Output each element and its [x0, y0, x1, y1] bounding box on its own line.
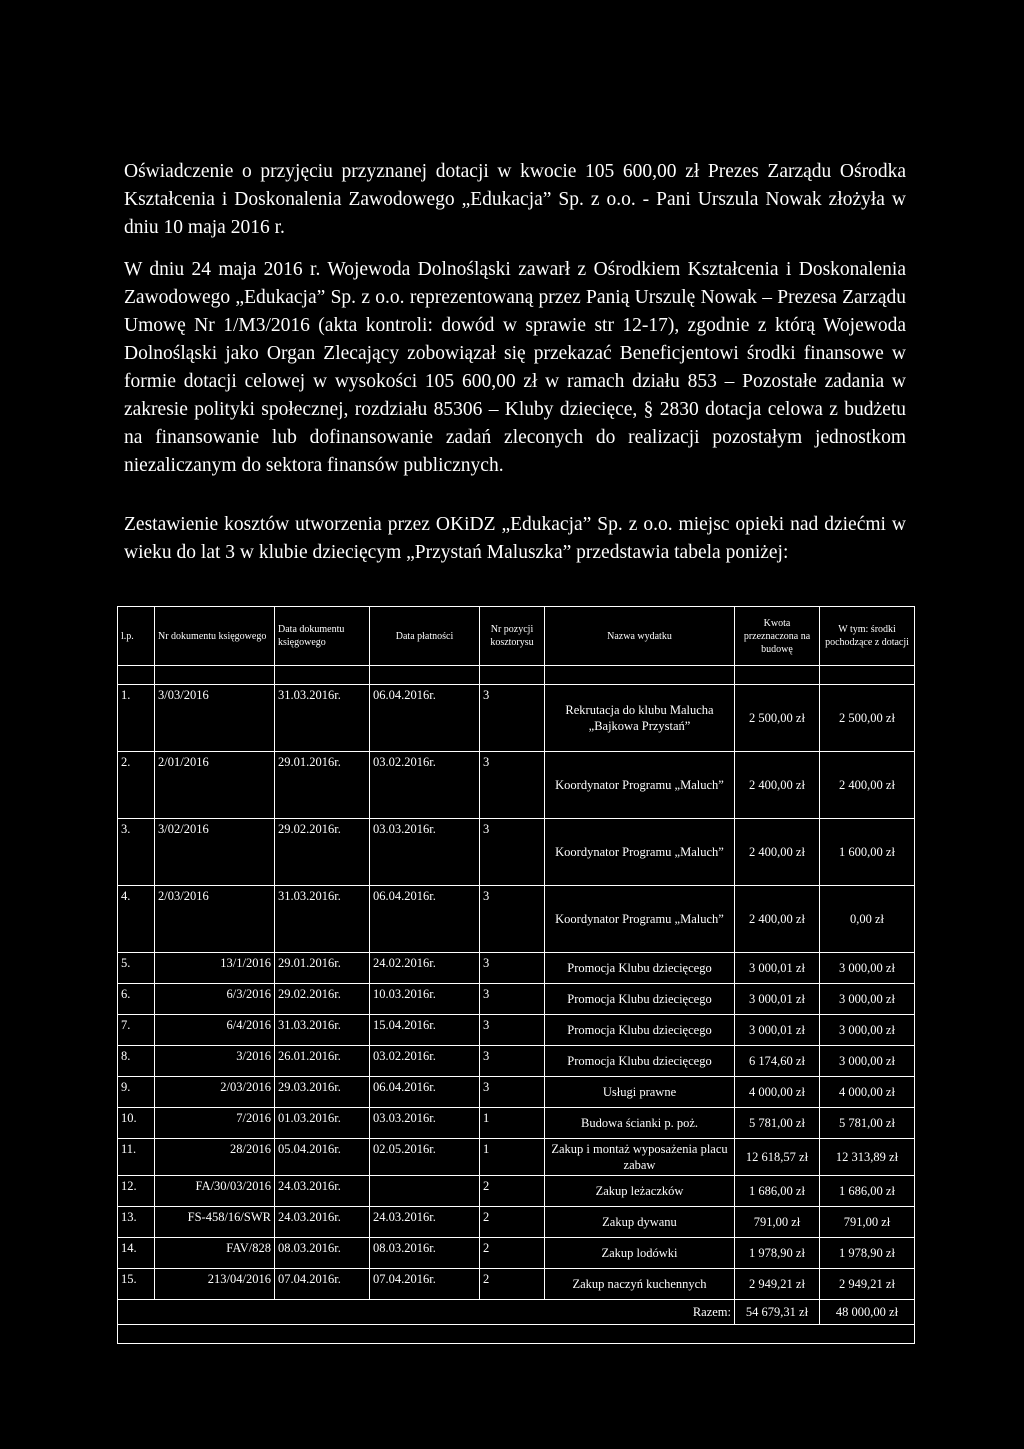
row-position: 2 [480, 1238, 545, 1269]
row-pay-date: 03.02.2016r. [370, 752, 480, 819]
col-header-amount: Kwota przeznaczona na budowę [735, 607, 820, 666]
row-doc-date: 24.03.2016r. [275, 1176, 370, 1207]
row-amount: 3 000,01 zł [735, 984, 820, 1015]
row-expense: Koordynator Programu „Maluch” [545, 819, 735, 886]
row-own: 0,00 zł [820, 886, 915, 953]
row-position: 3 [480, 685, 545, 752]
row-amount: 3 000,01 zł [735, 1015, 820, 1046]
row-doc-nr: 6/4/2016 [155, 1015, 275, 1046]
row-expense: Budowa ścianki p. poż. [545, 1108, 735, 1139]
spacer-cell [370, 666, 480, 685]
row-amount: 791,00 zł [735, 1207, 820, 1238]
row-pay-date: 03.02.2016r. [370, 1046, 480, 1077]
row-pay-date: 24.03.2016r. [370, 1207, 480, 1238]
row-doc-nr: 3/03/2016 [155, 685, 275, 752]
row-position: 3 [480, 819, 545, 886]
row-doc-nr: FAV/828 [155, 1238, 275, 1269]
row-lp: 10. [118, 1108, 155, 1139]
row-pay-date: 06.04.2016r. [370, 1077, 480, 1108]
col-header-expense: Nazwa wydatku [545, 607, 735, 666]
row-lp: 15. [118, 1269, 155, 1300]
table-row [118, 1139, 915, 1176]
row-expense: Zakup naczyń kuchennych [545, 1269, 735, 1300]
row-own: 1 686,00 zł [820, 1176, 915, 1207]
table-row [118, 1238, 915, 1269]
row-doc-nr: 3/02/2016 [155, 819, 275, 886]
row-expense: Rekrutacja do klubu Malucha „Bajkowa Przystań” [545, 685, 735, 752]
spacer-cell [820, 666, 915, 685]
table-row [118, 886, 915, 953]
bottom-spacer-row [118, 1325, 915, 1344]
row-doc-date: 08.03.2016r. [275, 1238, 370, 1269]
spacer-cell [155, 666, 275, 685]
row-pay-date: 06.04.2016r. [370, 685, 480, 752]
row-doc-date: 26.01.2016r. [275, 1046, 370, 1077]
row-own: 2 949,21 zł [820, 1269, 915, 1300]
row-doc-nr: 2/01/2016 [155, 752, 275, 819]
row-expense: Koordynator Programu „Maluch” [545, 886, 735, 953]
total-own: 48 000,00 zł [820, 1300, 915, 1325]
row-position: 3 [480, 886, 545, 953]
table-row [118, 1108, 915, 1139]
row-expense: Zakup dywanu [545, 1207, 735, 1238]
col-header-pay-date: Data płatności [370, 607, 480, 666]
row-doc-date: 07.04.2016r. [275, 1269, 370, 1300]
row-amount: 6 174,60 zł [735, 1046, 820, 1077]
row-amount: 2 400,00 zł [735, 886, 820, 953]
spacer-cell [118, 1325, 915, 1344]
row-doc-nr: 28/2016 [155, 1139, 275, 1176]
row-doc-nr: FS-458/16/SWR [155, 1207, 275, 1238]
row-amount: 12 618,57 zł [735, 1139, 820, 1176]
row-doc-nr: 3/2016 [155, 1046, 275, 1077]
row-own: 3 000,00 zł [820, 1015, 915, 1046]
table-row [118, 1077, 915, 1108]
row-position: 2 [480, 1269, 545, 1300]
row-doc-date: 29.01.2016r. [275, 953, 370, 984]
table-row [118, 984, 915, 1015]
row-position: 2 [480, 1207, 545, 1238]
total-amount: 54 679,31 zł [735, 1300, 820, 1325]
row-lp: 9. [118, 1077, 155, 1108]
row-doc-date: 29.02.2016r. [275, 984, 370, 1015]
table-row [118, 1269, 915, 1300]
row-doc-nr: 13/1/2016 [155, 953, 275, 984]
row-doc-date: 29.03.2016r. [275, 1077, 370, 1108]
table-row [118, 752, 915, 819]
costs-table [117, 606, 915, 1344]
row-doc-date: 31.03.2016r. [275, 685, 370, 752]
row-own: 2 400,00 zł [820, 752, 915, 819]
row-amount: 5 781,00 zł [735, 1108, 820, 1139]
row-position: 3 [480, 1077, 545, 1108]
row-own: 2 500,00 zł [820, 685, 915, 752]
row-doc-date: 24.03.2016r. [275, 1207, 370, 1238]
row-pay-date: 03.03.2016r. [370, 819, 480, 886]
total-row [118, 1300, 915, 1325]
row-lp: 1. [118, 685, 155, 752]
summary-paragraph: Zestawienie kosztów utworzenia przez OKiDZ „Edukacja” Sp. z o.o. miejsc opieki nad dziećmi w wieku do lat 3 w klubie dziecięcym „Przystań Maluszka” przedstawia tabela poniżej: [124, 514, 906, 563]
row-own: 3 000,00 zł [820, 984, 915, 1015]
table-row [118, 1015, 915, 1046]
row-position: 3 [480, 953, 545, 984]
row-expense: Zakup lodówki [545, 1238, 735, 1269]
table-header-row [118, 607, 915, 666]
row-amount: 2 949,21 zł [735, 1269, 820, 1300]
row-doc-date: 29.02.2016r. [275, 819, 370, 886]
agreement-paragraph: W dniu 24 maja 2016 r. Wojewoda Dolnośląski zawarł z Ośrodkiem Kształcenia i Doskonalenia Zawodowego „Edukacja” Sp. z o.o. reprezentowaną przez Panią Urszulę Nowak – Prezesa Zarządu Umowę Nr 1/M3/2016 (akta kontroli: dowód w sprawie str 12-17), zgodnie z którą Wojewoda Dolnośląski jako Organ Zlecający zobowiązał się przekazać Beneficjentowi środki finansowe w formie dotacji celowej w wysokości 105 600,00 zł w ramach działu 853 – Pozostałe zadania w zakresie polityki społecznej, rozdziału 85306 – Kluby dziecięce, § 2830 dotacja celowa z budżetu na finansowanie lub dofinansowanie zadań zleconych do realizacji pozostałym jednostkom niezaliczanym do sektora finansów publicznych. [124, 259, 906, 476]
row-expense: Promocja Klubu dziecięcego [545, 953, 735, 984]
row-pay-date: 08.03.2016r. [370, 1238, 480, 1269]
row-expense: Promocja Klubu dziecięcego [545, 1015, 735, 1046]
row-pay-date [370, 1176, 480, 1207]
table-row [118, 1176, 915, 1207]
row-position: 3 [480, 1015, 545, 1046]
row-expense: Zakup leżaczków [545, 1176, 735, 1207]
col-header-doc-nr: Nr dokumentu księgowego [155, 607, 275, 666]
row-doc-date: 31.03.2016r. [275, 1015, 370, 1046]
row-expense: Promocja Klubu dziecięcego [545, 1046, 735, 1077]
row-amount: 1 686,00 zł [735, 1176, 820, 1207]
col-header-lp: l.p. [118, 607, 155, 666]
row-position: 1 [480, 1108, 545, 1139]
table-row [118, 1207, 915, 1238]
col-header-position: Nr pozycji kosztorysu [480, 607, 545, 666]
row-lp: 14. [118, 1238, 155, 1269]
row-own: 3 000,00 zł [820, 1046, 915, 1077]
row-lp: 3. [118, 819, 155, 886]
row-doc-nr: 213/04/2016 [155, 1269, 275, 1300]
intro-paragraph: Oświadczenie o przyjęciu przyznanej dotacji w kwocie 105 600,00 zł Prezes Zarządu Ośrodka Kształcenia i Doskonalenia Zawodowego „Edukacja” Sp. z o.o. - Pani Urszula Nowak złożyła w dniu 10 maja 2016 r. [124, 161, 906, 238]
row-doc-nr: 2/03/2016 [155, 886, 275, 953]
row-lp: 4. [118, 886, 155, 953]
row-lp: 8. [118, 1046, 155, 1077]
spacer-cell [275, 666, 370, 685]
spacer-cell [480, 666, 545, 685]
total-label: Razem: [118, 1300, 735, 1325]
row-position: 3 [480, 752, 545, 819]
row-own: 12 313,89 zł [820, 1139, 915, 1176]
row-expense: Usługi prawne [545, 1077, 735, 1108]
row-expense: Koordynator Programu „Maluch” [545, 752, 735, 819]
row-own: 791,00 zł [820, 1207, 915, 1238]
row-doc-nr: 7/2016 [155, 1108, 275, 1139]
row-pay-date: 03.03.2016r. [370, 1108, 480, 1139]
row-lp: 13. [118, 1207, 155, 1238]
row-doc-date: 31.03.2016r. [275, 886, 370, 953]
row-expense: Promocja Klubu dziecięcego [545, 984, 735, 1015]
row-own: 1 600,00 zł [820, 819, 915, 886]
row-own: 1 978,90 zł [820, 1238, 915, 1269]
row-lp: 7. [118, 1015, 155, 1046]
row-pay-date: 15.04.2016r. [370, 1015, 480, 1046]
row-own: 4 000,00 zł [820, 1077, 915, 1108]
row-amount: 4 000,00 zł [735, 1077, 820, 1108]
row-doc-date: 29.01.2016r. [275, 752, 370, 819]
row-lp: 11. [118, 1139, 155, 1176]
row-lp: 2. [118, 752, 155, 819]
row-position: 3 [480, 1046, 545, 1077]
row-amount: 2 400,00 zł [735, 752, 820, 819]
row-lp: 12. [118, 1176, 155, 1207]
col-header-doc-date: Data dokumentu księgowego [275, 607, 370, 666]
row-pay-date: 02.05.2016r. [370, 1139, 480, 1176]
row-pay-date: 10.03.2016r. [370, 984, 480, 1015]
row-amount: 2 500,00 zł [735, 685, 820, 752]
table-row [118, 819, 915, 886]
row-doc-date: 01.03.2016r. [275, 1108, 370, 1139]
row-lp: 5. [118, 953, 155, 984]
row-amount: 2 400,00 zł [735, 819, 820, 886]
row-position: 1 [480, 1139, 545, 1176]
row-pay-date: 24.02.2016r. [370, 953, 480, 984]
spacer-row [118, 666, 915, 685]
row-expense: Zakup i montaż wyposażenia placu zabaw [545, 1139, 735, 1176]
row-amount: 1 978,90 zł [735, 1238, 820, 1269]
row-own: 3 000,00 zł [820, 953, 915, 984]
row-doc-nr: 6/3/2016 [155, 984, 275, 1015]
row-own: 5 781,00 zł [820, 1108, 915, 1139]
table-row [118, 953, 915, 984]
row-pay-date: 07.04.2016r. [370, 1269, 480, 1300]
row-lp: 6. [118, 984, 155, 1015]
table-row [118, 685, 915, 752]
row-doc-date: 05.04.2016r. [275, 1139, 370, 1176]
table-row [118, 1046, 915, 1077]
col-header-own: W tym: środki pochodzące z dotacji [820, 607, 915, 666]
spacer-cell [545, 666, 735, 685]
row-position: 2 [480, 1176, 545, 1207]
row-doc-nr: FA/30/03/2016 [155, 1176, 275, 1207]
row-amount: 3 000,01 zł [735, 953, 820, 984]
row-pay-date: 06.04.2016r. [370, 886, 480, 953]
spacer-cell [118, 666, 155, 685]
spacer-cell [735, 666, 820, 685]
row-doc-nr: 2/03/2016 [155, 1077, 275, 1108]
row-position: 3 [480, 984, 545, 1015]
